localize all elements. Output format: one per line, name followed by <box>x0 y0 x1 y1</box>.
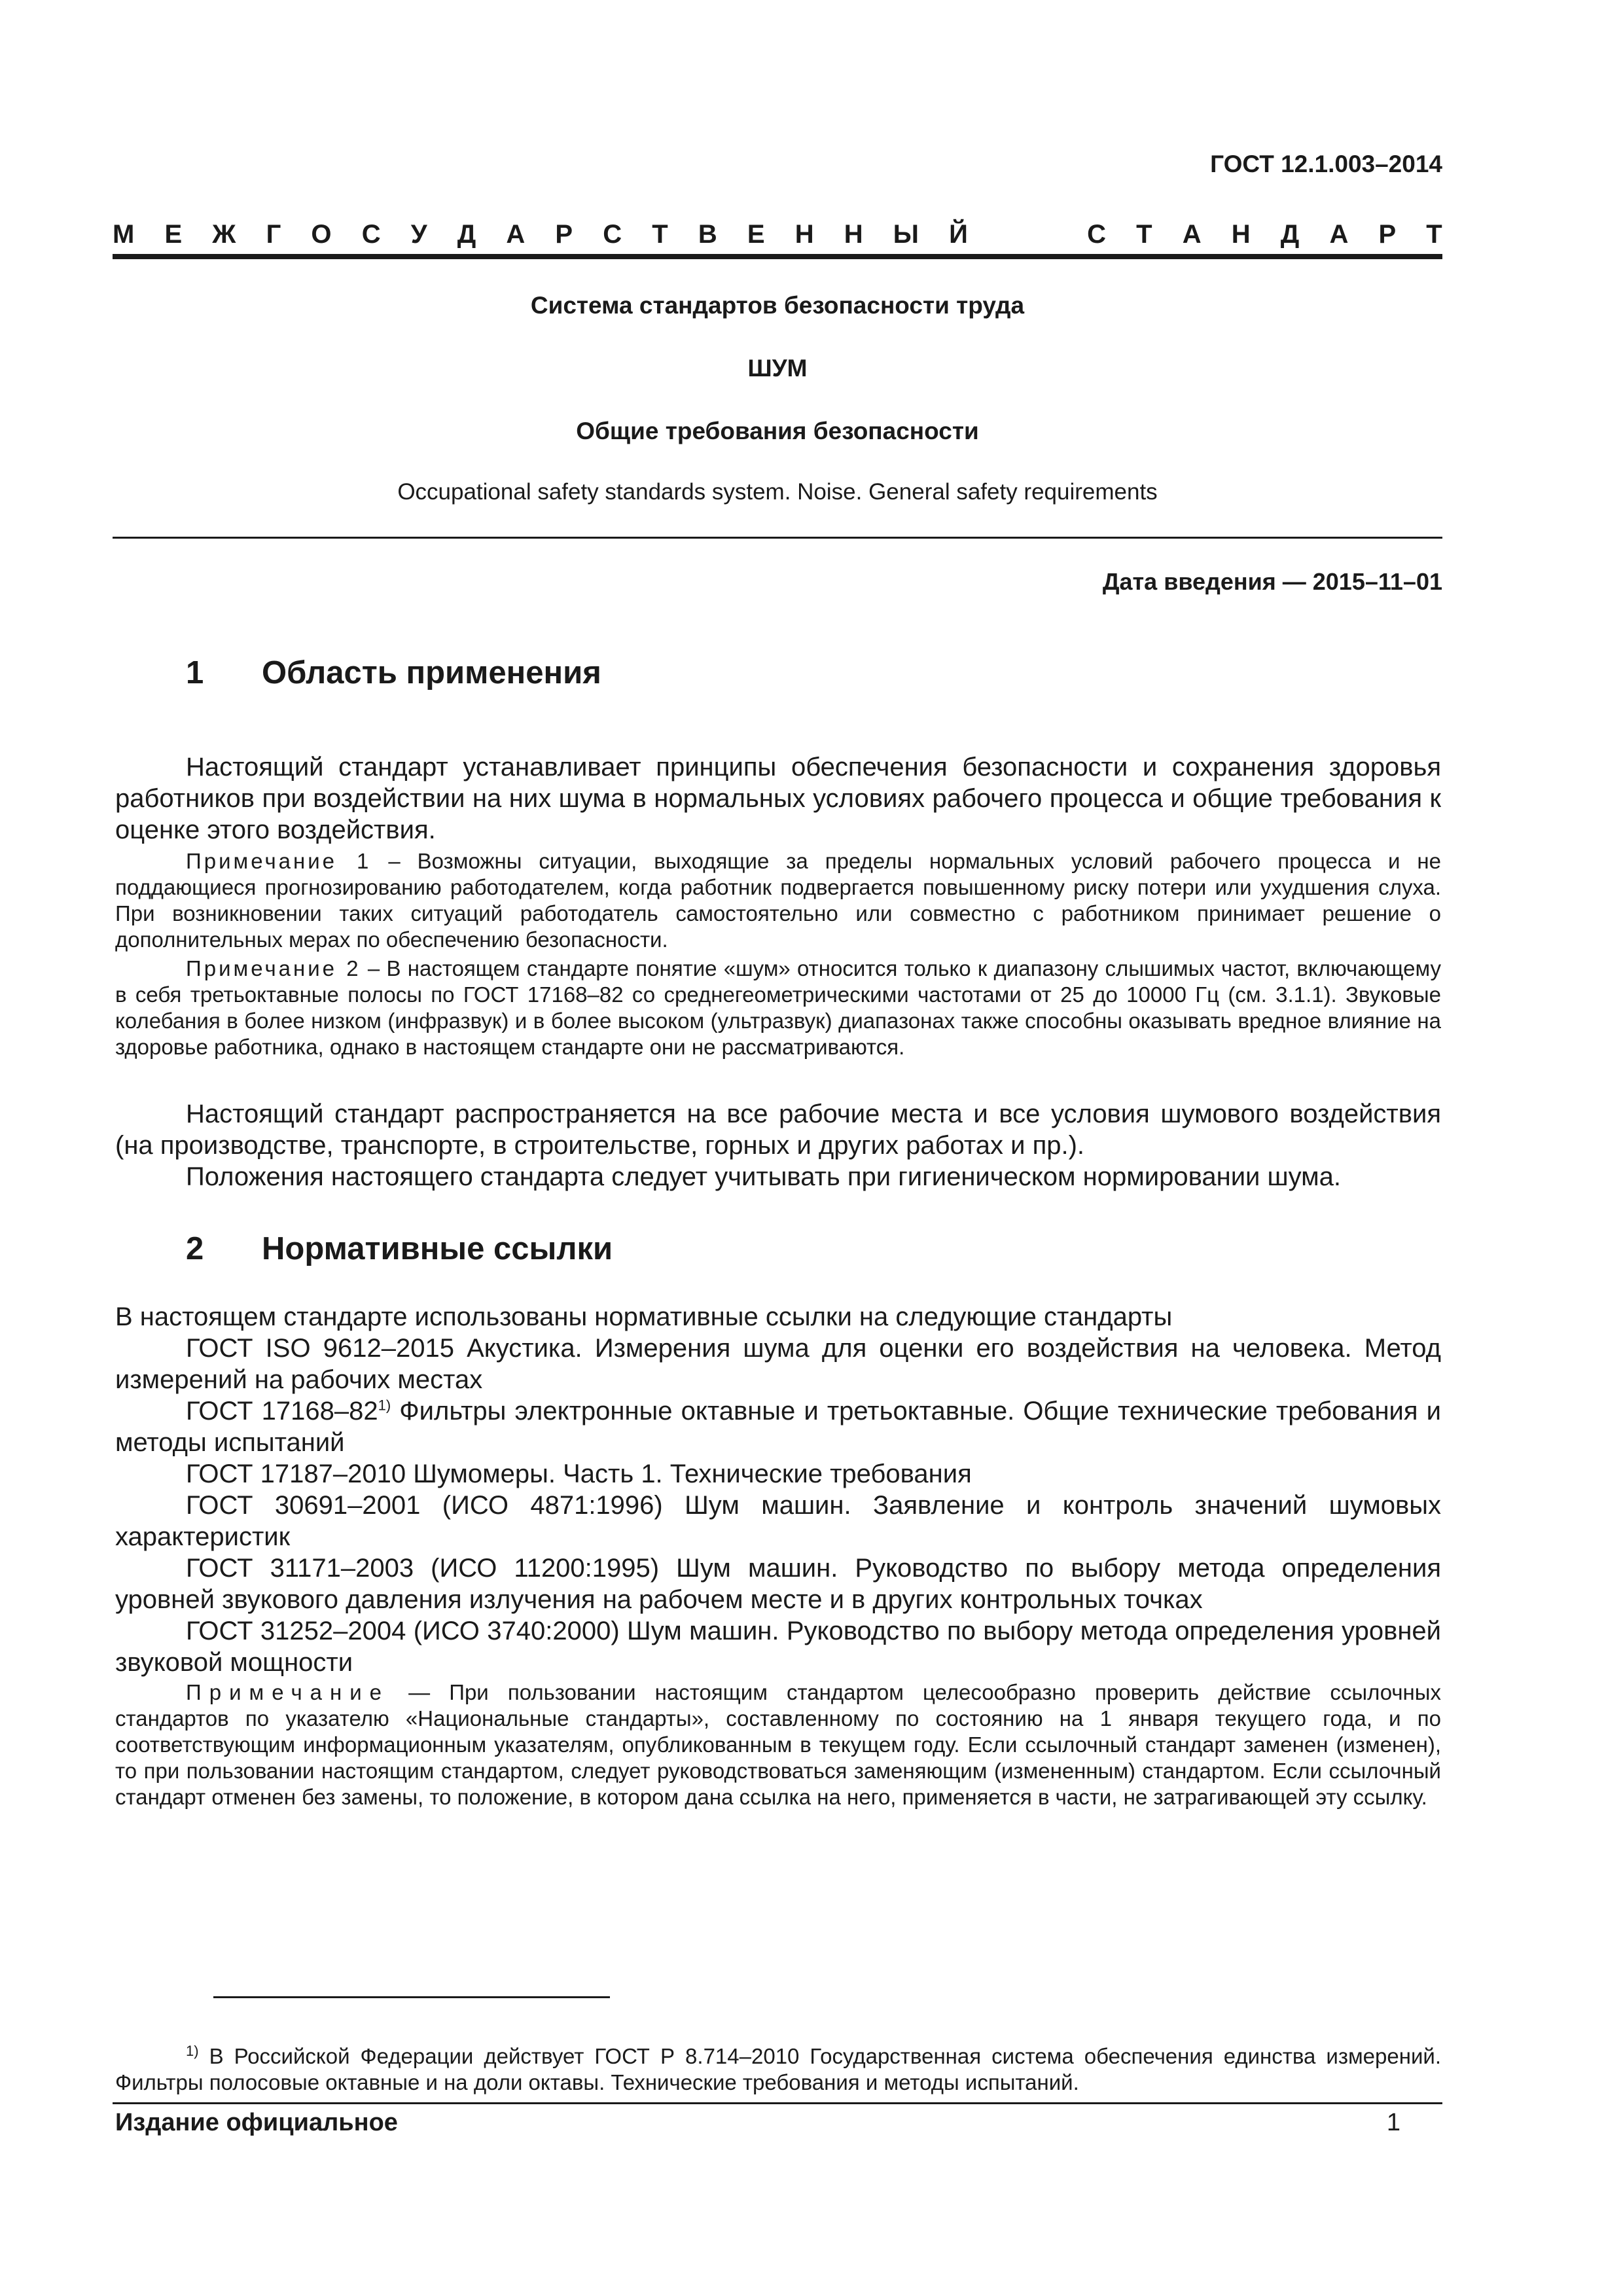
section-1-number: 1 <box>186 655 204 691</box>
footnote-marker: 1) <box>186 2043 199 2059</box>
banner-letter: У <box>410 219 427 249</box>
banner-letter: Н <box>844 219 863 249</box>
note-label: Примечание 1 <box>186 849 372 873</box>
reference-gost-17187: ГОСТ 17187–2010 Шумомеры. Часть 1. Технические требования <box>186 1460 972 1488</box>
interstate-standard-banner <box>113 213 1442 255</box>
footnote <box>115 2043 1441 2096</box>
footnote-marker: 1) <box>378 1397 391 1414</box>
reference-code: ГОСТ 17168–82 <box>186 1397 378 1426</box>
banner-letter: Ы <box>893 219 919 249</box>
page-number: 1 <box>1386 2109 1400 2136</box>
banner-letter: Д <box>457 219 476 249</box>
banner-letter: А <box>1182 219 1202 249</box>
requirements-title: Общие требования безопасности <box>576 418 979 444</box>
banner-letter: А <box>506 219 526 249</box>
title-rule <box>113 537 1442 539</box>
reference-gost-30691: ГОСТ 30691–2001 (ИСО 4871:1996) Шум машин. Заявление и контроль значений шумовых характеристик <box>115 1491 1441 1551</box>
reference-gost-31171: ГОСТ 31171–2003 (ИСО 11200:1995) Шум машин. Руководство по выбору метода определения уровней звукового давления излучения на рабочем месте и в других контрольных точках <box>115 1554 1441 1614</box>
document-number: ГОСТ 12.1.003–2014 <box>1210 151 1442 177</box>
footer-rule <box>113 2102 1442 2104</box>
banner-letter: Н <box>1231 219 1251 249</box>
standards-system-title: Система стандартов безопасности труда <box>530 292 1025 319</box>
header-thick-rule <box>113 254 1442 259</box>
section-1-note-2 <box>115 956 1441 1060</box>
section-1-paragraph-3: Положения настоящего стандарта следует учитывать при гигиеническом нормировании шума. <box>186 1162 1341 1191</box>
banner-letter: Т <box>1426 219 1442 249</box>
banner-letter: Г <box>266 219 281 249</box>
banner-letter: Н <box>794 219 814 249</box>
reference-gost-iso-9612: ГОСТ ISO 9612–2015 Акустика. Измерения шума для оценки его воздействия на человека. Метод измерений на рабочих местах <box>115 1334 1441 1394</box>
banner-letter: Д <box>1280 219 1300 249</box>
introduction-date: Дата введения — 2015–11–01 <box>1102 568 1442 595</box>
section-1-title: Область применения <box>262 655 601 691</box>
section-2-note <box>115 1679 1441 1810</box>
note-text: — При пользовании настоящим стандартом целесообразно проверить действие ссылочных стандартов по указателю «Национальные стандарты», составленному по состоянию на 1 января текущего года, и по соответствующим информационным указателям, опубликованным в текущем году. Если ссылочный стандарт заменен (изменен), то при пользовании настоящим стандартом, следует руководствоваться заменяющим (измененным) стандартом. Если ссылочный стандарт отменен без замены, то положение, в котором дана ссылка на него, применяется в части, не затрагивающей эту ссылку. <box>115 1680 1441 1809</box>
banner-letter: А <box>1329 219 1349 249</box>
banner-letter: Ж <box>212 219 236 249</box>
banner-letter: С <box>1087 219 1107 249</box>
subject-title: ШУМ <box>747 355 808 382</box>
note-label: Примечание 2 <box>186 956 361 980</box>
footnote-text: В Российской Федерации действует ГОСТ Р 8.714–2010 Государственная система обеспечения единства измерений. Фильтры полосовые октавные и на доли октавы. Технические требования и методы испытаний. <box>115 2044 1441 2094</box>
section-1-paragraph-1: Настоящий стандарт устанавливает принципы обеспечения безопасности и сохранения здоровья работников при воздействии на них шума в нормальных условиях рабочего процесса и общие требования к оценке этого воздействия. <box>115 753 1441 844</box>
banner-letter: Е <box>747 219 765 249</box>
reference-gost-31252: ГОСТ 31252–2004 (ИСО 3740:2000) Шум машин. Руководство по выбору метода определения уровней звуковой мощности <box>115 1617 1441 1677</box>
banner-letter: Р <box>555 219 573 249</box>
banner-letter: В <box>698 219 717 249</box>
footnote-separator <box>213 1996 610 1998</box>
section-1-paragraph-2: Настоящий стандарт распространяется на все рабочие места и все условия шумового воздействия (на производстве, транспорте, в строительстве, горных и других работах и пр.). <box>115 1100 1441 1160</box>
official-edition-label: Издание официальное <box>115 2109 398 2136</box>
banner-letter: Й <box>949 219 968 249</box>
section-1-note-1 <box>115 848 1441 953</box>
banner-letter: О <box>311 219 332 249</box>
note-label: Примечание <box>186 1680 390 1704</box>
note-text: – Возможны ситуации, выходящие за пределы нормальных условий рабочего процесса и не поддающиеся прогнозированию работодателем, когда работник подвергается повышенному риску потери или ухудшения слуха. При возникновении таких ситуаций работодатель самостоятельно или совместно с работником принимает решение о дополнительных мерах по обеспечению безопасности. <box>115 849 1442 952</box>
english-title: Occupational safety standards system. Noise. General safety requirements <box>397 479 1158 505</box>
reference-text: Фильтры электронные октавные и третьоктавные. Общие технические требования и методы испытаний <box>115 1397 1441 1457</box>
banner-letter: Т <box>1136 219 1152 249</box>
banner-letter: Т <box>652 219 668 249</box>
banner-letter: С <box>603 219 622 249</box>
note-text: – В настоящем стандарте понятие «шум» относится только к диапазону слышимых частот, включающему в себя третьоктавные полосы по ГОСТ 17168–82 со среднегеометрическими частотами от 25 до 10000 Гц (см. 3.1.1). Звуковые колебания в более низком (инфразвук) и в более высоком (ультразвук) диапазонах также способны оказывать вредное влияние на здоровье работника, однако в настоящем стандарте они не рассматриваются. <box>115 956 1441 1059</box>
section-2-intro: В настоящем стандарте использованы нормативные ссылки на следующие стандарты <box>115 1302 1173 1331</box>
banner-letter: М <box>113 219 135 249</box>
banner-letter: Р <box>1378 219 1397 249</box>
banner-letter: С <box>361 219 381 249</box>
reference-gost-17168 <box>115 1395 1441 1458</box>
section-2-title: Нормативные ссылки <box>262 1231 613 1266</box>
banner-letter: Е <box>164 219 183 249</box>
section-2-number: 2 <box>186 1231 204 1266</box>
